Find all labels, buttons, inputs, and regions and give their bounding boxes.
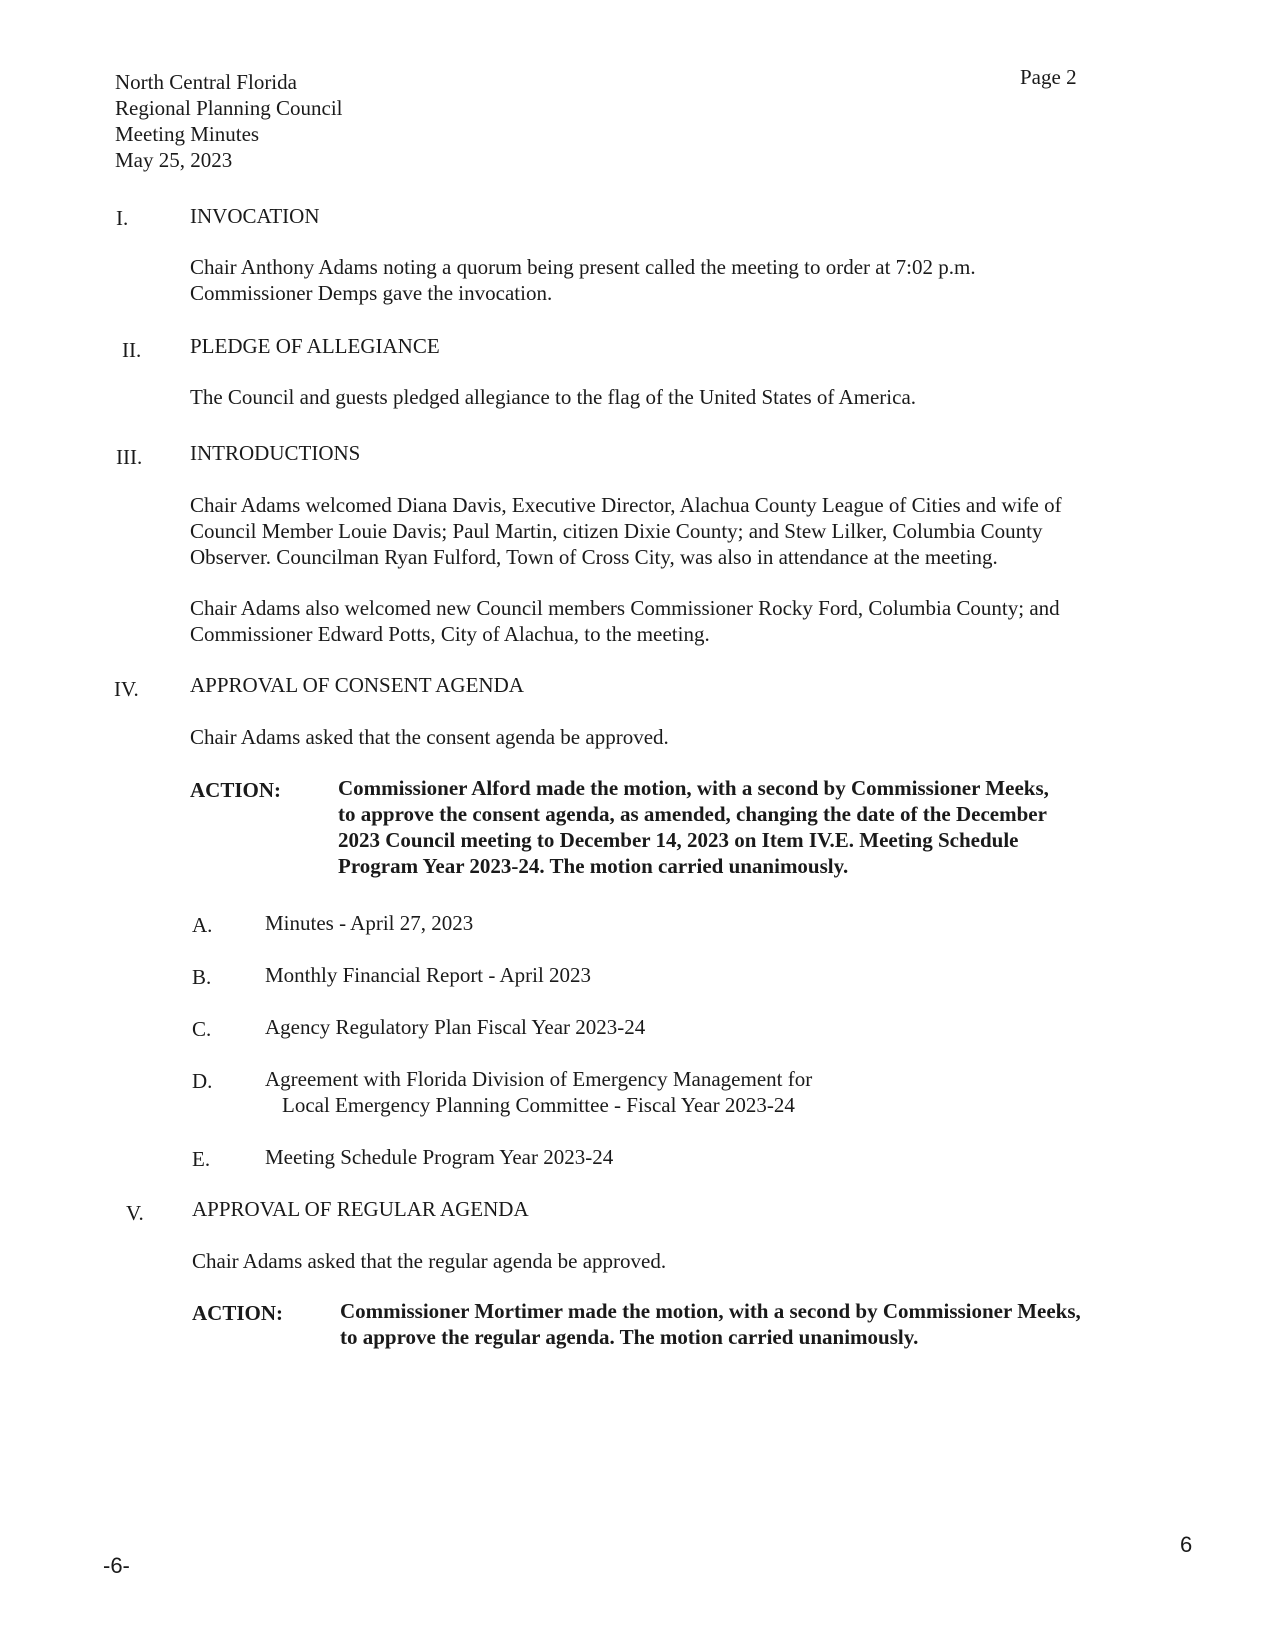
header-line: North Central Florida <box>115 70 297 94</box>
action-line: Program Year 2023-24. The motion carried unanimously. <box>338 854 849 878</box>
paragraph-line: Chair Adams also welcomed new Council members Commissioner Rocky Ford, Columbia County; and <box>190 596 1060 620</box>
action-label: ACTION: <box>190 778 282 802</box>
section-numeral: V. <box>126 1201 144 1225</box>
header-line: May 25, 2023 <box>115 148 233 172</box>
section-title: PLEDGE OF ALLEGIANCE <box>190 334 440 358</box>
header-line: Meeting Minutes <box>115 122 260 146</box>
page-label: Page 2 <box>1020 65 1077 89</box>
action-line: to approve the consent agenda, as amended, changing the date of the December <box>338 802 1047 826</box>
header-line: Regional Planning Council <box>115 96 343 120</box>
section-numeral: III. <box>116 445 143 469</box>
paragraph-line: Chair Adams welcomed Diana Davis, Executive Director, Alachua County League of Cities and wife of <box>190 493 1062 517</box>
paragraph-line: Chair Adams asked that the regular agenda be approved. <box>192 1249 667 1273</box>
item-text: Agency Regulatory Plan Fiscal Year 2023-24 <box>265 1015 646 1039</box>
paragraph-line: Commissioner Edward Potts, City of Alachua, to the meeting. <box>190 622 710 646</box>
action-line: to approve the regular agenda. The motion carried unanimously. <box>340 1325 919 1349</box>
section-title: APPROVAL OF REGULAR AGENDA <box>192 1197 529 1221</box>
item-text: Meeting Schedule Program Year 2023-24 <box>265 1145 614 1169</box>
item-letter: D. <box>192 1069 213 1093</box>
action-label: ACTION: <box>192 1301 284 1325</box>
section-numeral: I. <box>116 206 129 230</box>
action-line: 2023 Council meeting to December 14, 2023 on Item IV.E. Meeting Schedule <box>338 828 1019 852</box>
section-title: INTRODUCTIONS <box>190 441 361 465</box>
item-text-continued: Local Emergency Planning Committee - Fiscal Year 2023-24 <box>282 1093 795 1117</box>
section-title: INVOCATION <box>190 204 320 228</box>
item-text: Minutes - April 27, 2023 <box>265 911 474 935</box>
paragraph-line: The Council and guests pledged allegiance to the flag of the United States of America. <box>190 385 917 409</box>
paragraph-line: Chair Adams asked that the consent agenda be approved. <box>190 725 669 749</box>
paragraph-line: Commissioner Demps gave the invocation. <box>190 281 553 305</box>
item-text: Agreement with Florida Division of Emergency Management for <box>265 1067 813 1091</box>
footer-page-number-left: -6- <box>103 1553 130 1578</box>
item-letter: E. <box>192 1147 211 1171</box>
paragraph-line: Observer. Councilman Ryan Fulford, Town of Cross City, was also in attendance at the meeting. <box>190 545 998 569</box>
item-text: Monthly Financial Report - April 2023 <box>265 963 592 987</box>
action-line: Commissioner Alford made the motion, with a second by Commissioner Meeks, <box>338 776 1049 800</box>
item-letter: B. <box>192 965 212 989</box>
action-line: Commissioner Mortimer made the motion, with a second by Commissioner Meeks, <box>340 1299 1081 1323</box>
footer-page-number-right: 6 <box>1180 1532 1193 1557</box>
section-numeral: II. <box>122 338 142 362</box>
item-letter: A. <box>192 913 213 937</box>
section-numeral: IV. <box>114 677 139 701</box>
paragraph-line: Council Member Louie Davis; Paul Martin, citizen Dixie County; and Stew Lilker, Columbia County <box>190 519 1043 543</box>
item-letter: C. <box>192 1017 212 1041</box>
section-title: APPROVAL OF CONSENT AGENDA <box>190 673 524 697</box>
paragraph-line: Chair Anthony Adams noting a quorum being present called the meeting to order at 7:02 p.m. <box>190 255 976 279</box>
